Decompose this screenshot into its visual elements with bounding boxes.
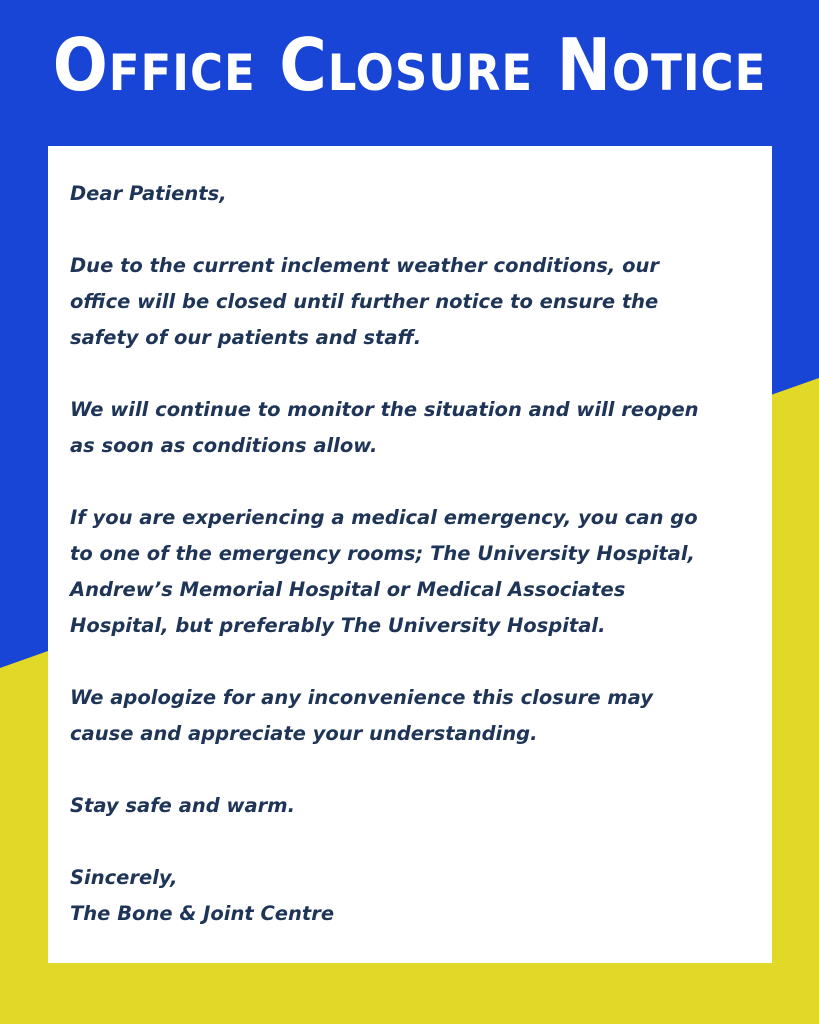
para1-line2: office will be closed until further notice to ensure the [70, 290, 659, 313]
notice-title: Office Closure Notice [52, 23, 767, 107]
spacer [70, 212, 762, 248]
para3-line1: If you are experiencing a medical emergency, you can go [70, 506, 698, 529]
signoff: Sincerely, [70, 866, 178, 889]
para4-line1: We apologize for any inconvenience this closure may [70, 686, 653, 709]
para3-line4: Hospital, but preferably The University Hospital. [70, 614, 606, 637]
para3-line3: Andrew’s Memorial Hospital or Medical Associates [70, 578, 626, 601]
spacer [70, 644, 762, 680]
para3-line2: to one of the emergency rooms; The University Hospital, [70, 542, 695, 565]
closing-line: Stay safe and warm. [70, 794, 295, 817]
para1-line3: safety of our patients and staff. [70, 326, 422, 349]
signature: The Bone & Joint Centre [70, 902, 335, 925]
para4-line2: cause and appreciate your understanding. [70, 722, 538, 745]
notice-card [48, 146, 772, 963]
para1-line1: Due to the current inclement weather conditions, our [70, 254, 659, 277]
para2-line2: as soon as conditions allow. [70, 434, 378, 457]
para2-line1: We will continue to monitor the situation and will reopen [70, 398, 699, 421]
spacer [70, 752, 762, 788]
greeting: Dear Patients, [70, 182, 227, 205]
spacer [70, 824, 762, 860]
spacer [70, 356, 762, 392]
spacer [70, 464, 762, 500]
